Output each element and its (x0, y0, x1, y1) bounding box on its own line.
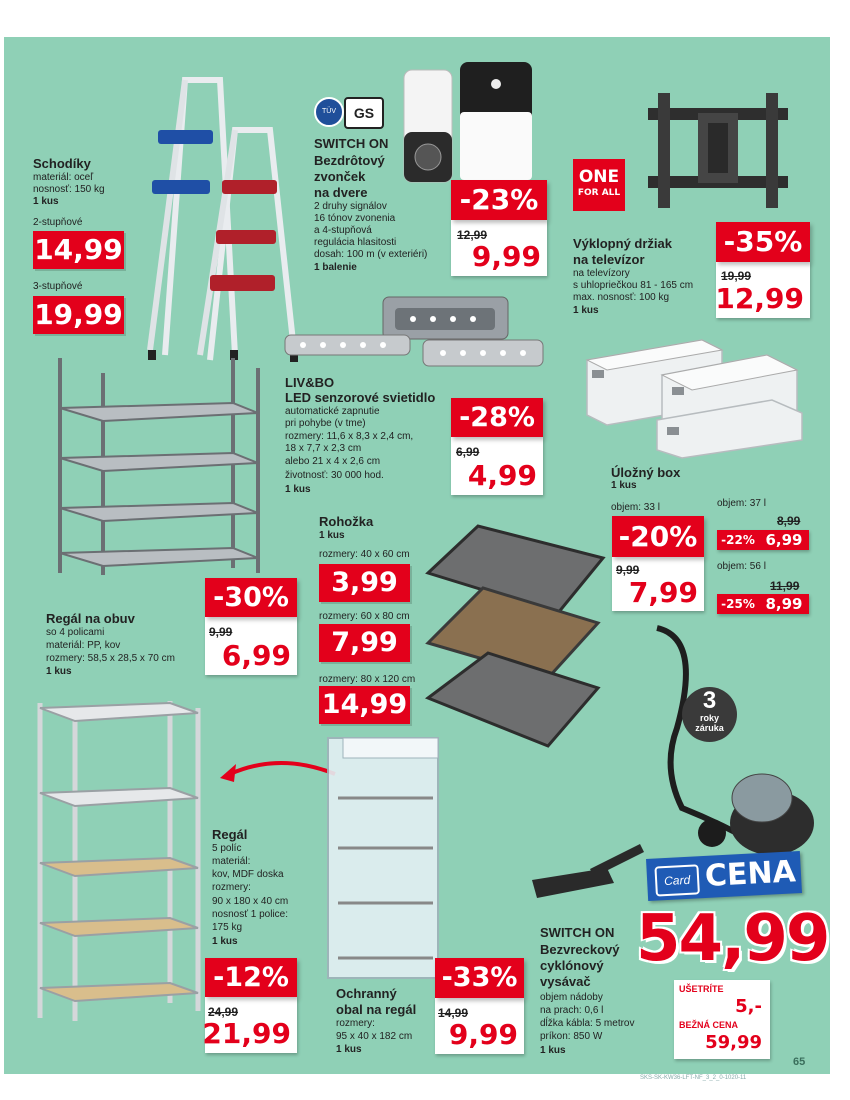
mat-s1-price: 3,99 (319, 564, 410, 602)
vacuum-title-2: cyklónový (540, 958, 604, 973)
ladder-load: nosnosť: 150 kg (33, 184, 105, 195)
save-label: UŠETRÍTE (679, 984, 724, 994)
cover-title-2: obal na regál (336, 1002, 417, 1017)
shelf-spec-1: 5 políc (212, 843, 242, 854)
cena-word: CENA (704, 854, 797, 894)
shoerack-old-price: 9,99 (209, 625, 233, 639)
ladder-option1-label: 2-stupňové (33, 217, 83, 228)
led-spec-4: 18 x 7,7 x 2,3 cm (285, 443, 362, 454)
tvmount-new-price: 12,99 (715, 282, 804, 315)
doorbell-discount: -23% (451, 180, 547, 220)
tvmount-qty: 1 kus (573, 305, 599, 316)
storage-title: Úložný box (611, 465, 681, 480)
storage-v3-label: objem: 56 l (717, 561, 766, 572)
shelf-cover-image (323, 733, 453, 983)
page-number: 65 (793, 1056, 806, 1068)
led-new-price: 4,99 (467, 459, 537, 492)
warranty-number: 3 (702, 687, 717, 714)
storage-v3-new: 8,99 (759, 594, 809, 614)
vacuum-spec-4: príkon: 850 W (540, 1031, 603, 1042)
vacuum-price: 54,99 (636, 902, 829, 976)
mat-qty: 1 kus (319, 530, 345, 541)
shelf-price-card (202, 997, 297, 1053)
warranty-line-2: záruka (695, 723, 724, 733)
doorbell-title-2: zvonček (314, 169, 366, 184)
mat-s3-price: 14,99 (319, 686, 410, 724)
shoerack-title: Regál na obuv (46, 611, 135, 626)
shelf-new-price: 21,99 (202, 1017, 291, 1050)
card-word: Card (654, 864, 700, 896)
storage-v2-price-card (717, 530, 809, 550)
shelf-title: Regál (212, 827, 248, 842)
led-brand: LIV&BO (285, 375, 335, 390)
doorbell-spec-4: regulácia hlasitosti (314, 237, 397, 248)
vacuum-qty: 1 kus (540, 1045, 566, 1056)
vacuum-title-3: vysávač (540, 974, 591, 989)
storage-v2-label: objem: 37 l (717, 498, 766, 509)
save-value: 5,- (735, 996, 762, 1017)
red-arrow-icon (210, 752, 340, 792)
cover-new-price: 9,99 (448, 1018, 518, 1051)
led-spec-3: rozmery: 11,6 x 8,3 x 2,4 cm, (285, 431, 414, 442)
led-price-card (451, 437, 543, 495)
shoerack-new-price: 6,99 (221, 639, 291, 672)
shelf-discount: -12% (205, 958, 297, 997)
storage-box-image (572, 325, 812, 460)
storage-v3-price-card (717, 594, 809, 614)
doorbell-old-price: 12,99 (457, 228, 488, 242)
storage-v1-new: 7,99 (628, 576, 698, 609)
tvmount-spec-3: max. nosnosť: 100 kg (573, 292, 670, 303)
logo-line-1: ONE (578, 167, 620, 187)
tvmount-title-2: na televízor (573, 252, 645, 267)
shoerack-price-card (205, 617, 297, 675)
storage-v1-discount: -20% (612, 516, 704, 557)
doorbell-price-card (451, 220, 547, 276)
shelf-spec-4: rozmery: (212, 882, 251, 893)
led-title: LED senzorové svietidlo (285, 390, 436, 405)
regular-price-value: 59,99 (705, 1032, 762, 1053)
ladder-qty: 1 kus (33, 196, 59, 207)
storage-shelf-image (30, 693, 210, 1023)
storage-v3-discount: -25% (717, 594, 759, 614)
card-cena-badge (646, 851, 802, 901)
tuv-icon: TÜV (314, 97, 344, 127)
tv-mount-image (638, 78, 798, 223)
shoerack-spec-3: rozmery: 58,5 x 28,5 x 70 cm (46, 653, 175, 664)
mat-title: Rohožka (319, 514, 374, 529)
cover-qty: 1 kus (336, 1044, 362, 1055)
gs-icon: GS (344, 97, 384, 129)
doorbell-brand: SWITCH ON (314, 136, 389, 151)
vacuum-title-1: Bezvreckový (540, 942, 620, 957)
ladder-option2-label: 3-stupňové (33, 281, 83, 292)
storage-v1-old: 9,99 (616, 563, 640, 577)
tvmount-discount: -35% (716, 222, 810, 262)
doorbell-spec-2: 16 tónov zvonenia (314, 213, 396, 224)
regular-price-label: BEŽNÁ CENA (679, 1020, 739, 1030)
shoerack-spec-2: materiál: PP, kov (46, 640, 121, 651)
cover-old-price: 14,99 (438, 1006, 469, 1020)
storage-v3-old: 11,99 (770, 579, 800, 593)
doorbell-spec-5: dosah: 100 m (v exteriéri) (314, 249, 428, 260)
tvmount-spec-2: s uhlopriečkou 81 - 165 cm (573, 280, 694, 291)
cover-spec-2: 95 x 40 x 182 cm (336, 1031, 413, 1042)
storage-v2-discount: -22% (717, 530, 759, 550)
tvmount-title-1: Výklopný držiak (573, 236, 672, 251)
vacuum-spec-2: na prach: 0,6 l (540, 1005, 604, 1016)
doorbell-title-1: Bezdrôtový (314, 153, 385, 168)
shoerack-qty: 1 kus (46, 666, 72, 677)
led-discount: -28% (451, 398, 543, 437)
shelf-old-price: 24,99 (208, 1005, 239, 1019)
doorbell-image (398, 62, 548, 192)
led-spec-6: životnosť: 30 000 hod. (285, 470, 384, 481)
storage-v2-old: 8,99 (777, 514, 801, 528)
led-spec-5: alebo 21 x 4 x 2,6 cm (285, 456, 381, 467)
doorbell-qty: 1 balenie (314, 262, 357, 273)
led-qty: 1 kus (285, 484, 311, 495)
vacuum-spec-3: dĺžka kábla: 5 metrov (540, 1018, 635, 1029)
shoerack-discount: -30% (205, 578, 297, 617)
shelf-spec-3: kov, MDF doska (212, 869, 284, 880)
doorbell-new-price: 9,99 (471, 240, 541, 273)
led-spec-1: automatické zapnutie (285, 406, 380, 417)
led-light-image (283, 293, 545, 378)
ladder-material: materiál: oceľ (33, 172, 94, 183)
tvmount-price-card (716, 262, 810, 318)
footer-code: SKS-SK-KW36-LFT-NF_3_2_0-1020-11 (640, 1075, 747, 1081)
shelf-spec-2: materiál: (212, 856, 251, 867)
mat-s2-label: rozmery: 60 x 80 cm (319, 611, 410, 622)
cover-price-card (435, 998, 524, 1054)
mat-s3-label: rozmery: 80 x 120 cm (319, 674, 416, 685)
mat-s2-price: 7,99 (319, 624, 410, 662)
cover-title-1: Ochranný (336, 986, 397, 1001)
storage-v1-label: objem: 33 l (611, 502, 660, 513)
doorbell-title-3: na dvere (314, 185, 368, 200)
ladder-title: Schodíky (33, 156, 91, 171)
ladder-option1-price: 14,99 (33, 231, 124, 269)
tvmount-spec-1: na televízory (573, 268, 630, 279)
warranty-line-1: roky (699, 713, 719, 723)
mat-s1-label: rozmery: 40 x 60 cm (319, 549, 410, 560)
vacuum-savings-card (674, 980, 770, 1059)
top-margin (0, 0, 850, 37)
shelf-spec-6: nosnosť 1 police: (212, 909, 289, 920)
doorbell-spec-1: 2 druhy signálov (314, 201, 387, 212)
storage-qty: 1 kus (611, 480, 637, 491)
ladder-option2-price: 19,99 (33, 296, 124, 334)
logo-line-2: FOR ALL (577, 188, 621, 198)
doorbell-spec-3: a 4-stupňová (314, 225, 372, 236)
shoerack-spec-1: so 4 policami (46, 627, 105, 638)
led-spec-2: pri pohybe (v tme) (285, 418, 366, 429)
led-old-price: 6,99 (456, 445, 480, 459)
cover-spec-1: rozmery: (336, 1018, 375, 1029)
one-for-all-logo (573, 159, 625, 211)
shelf-qty: 1 kus (212, 936, 238, 947)
shelf-spec-5: 90 x 180 x 40 cm (212, 896, 289, 907)
storage-v2-new: 6,99 (759, 530, 809, 550)
tvmount-old-price: 19,99 (721, 269, 752, 283)
shoe-rack-image (48, 353, 268, 578)
vacuum-brand: SWITCH ON (540, 925, 615, 940)
storage-v1-price-card (612, 557, 704, 611)
cover-discount: -33% (435, 958, 524, 998)
warranty-badge (682, 687, 737, 742)
shelf-spec-7: 175 kg (212, 922, 243, 933)
vacuum-spec-1: objem nádoby (540, 992, 603, 1003)
